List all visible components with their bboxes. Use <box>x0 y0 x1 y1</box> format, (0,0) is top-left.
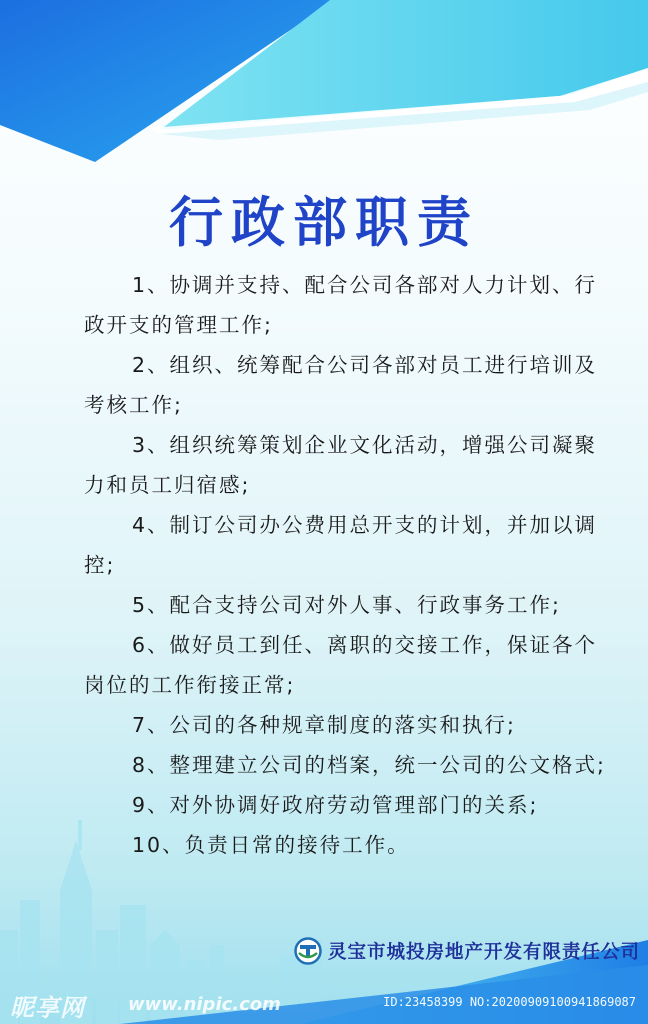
company-signature <box>294 934 640 968</box>
duty-item: 9、对外协调好政府劳动管理部门的关系; <box>132 793 539 817</box>
duty-item: 8、整理建立公司的档案，统一公司的公文格式; <box>132 753 606 777</box>
watermark-brand: 昵享网 <box>10 994 85 1022</box>
duty-item: 4、制订公司办公费用总开支的计划，并加以调控; <box>84 513 598 577</box>
duty-item: 10、负责日常的接待工作。 <box>132 833 410 857</box>
duty-item: 6、做好员工到任、离职的交接工作，保证各个岗位的工作衔接正常; <box>84 633 598 697</box>
watermark-url: www.nipic.com <box>128 994 281 1015</box>
page-title: 行政部职责 <box>169 191 479 254</box>
duties-list <box>84 265 614 865</box>
duty-item: 5、配合支持公司对外人事、行政事务工作; <box>132 593 561 617</box>
duty-item: 3、组织统筹策划企业文化活动，增强公司凝聚力和员工归宿感; <box>84 433 598 497</box>
duty-item: 2、组织、统筹配合公司各部对员工进行培训及考核工作; <box>84 353 598 417</box>
company-name: 灵宝市城投房地产开发有限责任公司 <box>327 942 640 963</box>
duty-item: 1、协调并支持、配合公司各部对人力计划、行政开支的管理工作; <box>84 273 598 337</box>
company-logo-icon <box>294 937 322 965</box>
duty-item: 7、公司的各种规章制度的落实和执行; <box>132 713 516 737</box>
watermark-id: ID:23458399 NO:20200909100941869087 <box>383 995 636 1009</box>
